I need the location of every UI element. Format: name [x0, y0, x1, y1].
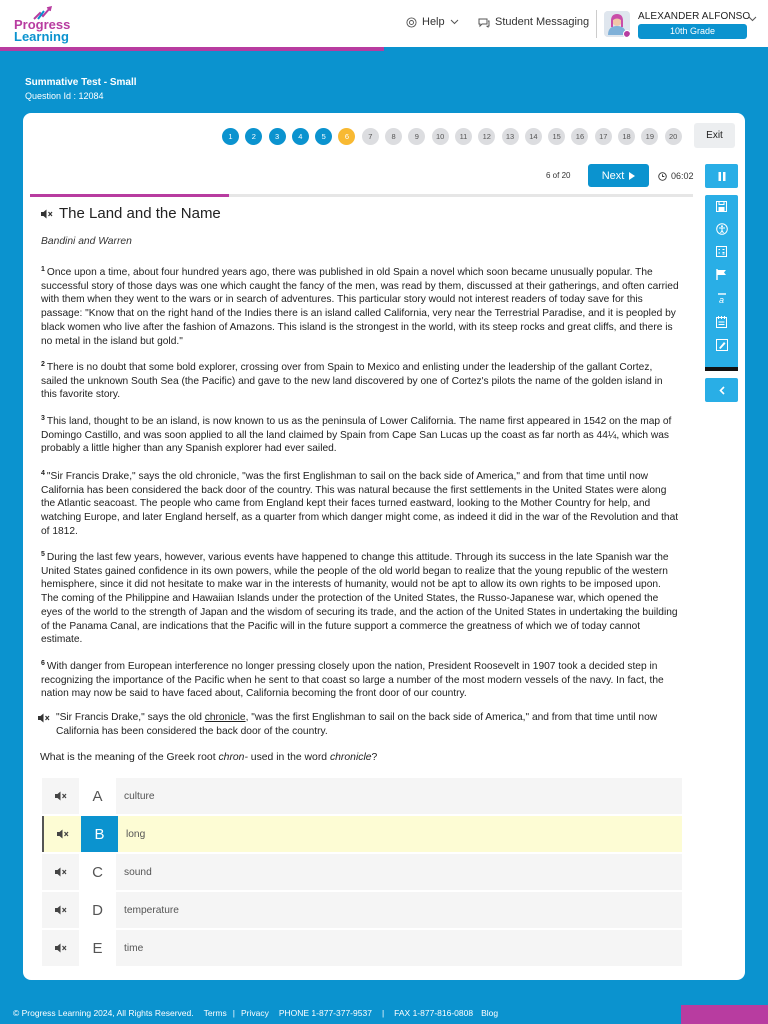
question-nav-9[interactable]: 9	[408, 128, 425, 145]
paragraph-5	[41, 548, 681, 647]
question-nav-16[interactable]: 16	[571, 128, 588, 145]
passage-title-text: The Land and the Name	[59, 205, 221, 222]
excerpt-before: "Sir Francis Drake," says the old	[56, 712, 205, 723]
grade-badge: 10th Grade	[638, 24, 747, 39]
question-nav-11[interactable]: 11	[455, 128, 472, 145]
avatar[interactable]	[604, 11, 630, 37]
paragraph-number: 4	[41, 470, 45, 477]
help-label: Help	[422, 16, 445, 28]
messaging-icon	[478, 17, 490, 28]
question-id: Question Id : 12084	[25, 91, 104, 101]
user-menu-chevron-icon[interactable]	[748, 16, 757, 22]
reading-progress-bar	[30, 194, 693, 197]
question-nav-1[interactable]: 1	[222, 128, 239, 145]
paragraph-number: 1	[41, 266, 45, 273]
exit-button[interactable]: Exit	[694, 123, 735, 148]
answer-option-a[interactable]	[42, 778, 682, 814]
paragraph-number: 3	[41, 415, 45, 422]
chevron-down-icon	[450, 19, 459, 25]
reading-progress-fill	[30, 194, 229, 197]
clock-icon	[658, 172, 667, 181]
question-stem	[40, 752, 377, 763]
paragraph-text: There is no doubt that some bold explorer, crossing over from Spain to Mexico and enlisting under the leadership of the gallant Cortez, sailed the unknown South Sea (the Pacific) and gave to the new land discovered by one of Cortez's pilots the name of the golden island in this favorite story.	[41, 362, 663, 401]
answer-text[interactable]: time	[124, 942, 144, 954]
question-nav-8[interactable]: 8	[385, 128, 402, 145]
question-excerpt	[38, 711, 688, 738]
student-messaging-link[interactable]	[478, 16, 589, 28]
help-menu[interactable]	[406, 16, 459, 28]
question-nav-10[interactable]: 10	[432, 128, 449, 145]
progress-learning-logo[interactable]	[14, 6, 94, 44]
text-style-icon[interactable]	[714, 290, 729, 305]
user-name[interactable]: ALEXANDER ALFONSO	[638, 11, 751, 22]
footer-copyright: © Progress Learning 2024, All Rights Reserved.	[13, 1008, 194, 1018]
question-root: chron-	[218, 752, 248, 763]
question-navigator	[222, 128, 682, 145]
passage-author: Bandini and Warren	[41, 236, 132, 247]
answer-choices	[42, 778, 682, 968]
highlighter-icon[interactable]	[714, 337, 729, 352]
question-nav-4[interactable]: 4	[292, 128, 309, 145]
paragraph-3	[41, 412, 681, 456]
paragraph-6	[41, 657, 681, 701]
question-word: chronicle	[329, 752, 372, 763]
paragraph-number: 2	[41, 361, 45, 368]
tool-sidebar-divider	[705, 367, 738, 371]
question-nav-15[interactable]: 15	[548, 128, 565, 145]
speaker-mute-icon[interactable]	[38, 713, 50, 723]
paragraph-text: "Sir Francis Drake," says the old chronicle, "was the first Englishman to sail on the back side of America," and from that time until now California has been considered the back door of the country. This was natural because the first settlements in the United States were along the Atlantic seacoast. The people who came from England kept their faces turned eastward, looking to the Mother Country for help, and watching Europe, and later England herself, as a quarter from which danger might come, as indeed it did in the war of the Revolution and that of 1812.	[41, 471, 679, 537]
paragraph-text: During the last few years, however, various events have happened to change this attitude. Through its success in the late Spanish war the United States gained confidence in its own powers, while the people of the old world began to realize that the young republic of the western hemisphere, since it did not hesitate to make war in the interests of humanity, would not be apt to allow its own rights to be imposed upon. The coming of the Philippine and Hawaiian Islands under the protection of the United States, the Russo-Japanese war, which opened the eyes of the world to the strength of Japan and the wisdom of securing its trade, and the action of the United States in undertaking the building of the Panama Canal, are indications that the Pacific will in the future support a commerce the greatness of which we of today cannot estimate.	[41, 552, 678, 646]
paragraph-text: This land, thought to be an island, is now known to us as the peninsula of Lower California. The name first appeared in 1542 on the map of Domingo Castillo, and was soon applied to all the land claimed by Spain from Cape San Lucas up the coast as far north as 44¼, which was probably a little higher than any Spanish explorer had ever sailed.	[41, 416, 672, 455]
passage-title	[41, 205, 221, 222]
timer-value: 06:02	[671, 171, 694, 181]
question-nav-19[interactable]: 19	[641, 128, 658, 145]
paragraph-number: 5	[41, 551, 45, 558]
footer-blog-link[interactable]: Blog	[481, 1008, 499, 1018]
answer-option-d[interactable]	[42, 892, 682, 928]
test-title: Summative Test - Small	[25, 77, 137, 88]
question-nav-14[interactable]: 14	[525, 128, 542, 145]
question-nav-17[interactable]: 17	[595, 128, 612, 145]
paragraph-4	[41, 467, 681, 539]
save-icon[interactable]	[714, 199, 729, 214]
excerpt-after: , "was the first Englishman to sail on the back side of America," and from that time until now California has been considered the back door of the country.	[56, 712, 658, 737]
logo-line1: Progress	[14, 17, 71, 32]
header-divider	[596, 10, 597, 38]
status-dot	[623, 30, 630, 37]
answer-option-c[interactable]	[42, 854, 682, 890]
next-label: Next	[601, 169, 625, 182]
question-nav-3[interactable]: 3	[269, 128, 286, 145]
chevron-left-icon	[719, 386, 725, 395]
answer-letter[interactable]: D	[79, 892, 116, 928]
timer	[658, 171, 694, 181]
speaker-mute-icon[interactable]	[42, 854, 79, 890]
question-suffix: ?	[371, 752, 378, 763]
answer-option-b[interactable]	[42, 816, 682, 852]
flag-icon[interactable]	[714, 267, 729, 282]
answer-letter[interactable]: C	[79, 854, 116, 890]
speaker-mute-icon[interactable]	[42, 930, 79, 966]
speaker-mute-icon[interactable]	[41, 209, 53, 219]
paragraph-2	[41, 358, 681, 402]
footer-fax: FAX 1-877-816-0808	[394, 1008, 474, 1018]
paragraph-number: 6	[41, 660, 45, 667]
footer	[13, 1008, 498, 1018]
notepad-icon[interactable]	[714, 314, 729, 329]
header-accent-line	[0, 47, 768, 51]
paragraph-text: With danger from European interference no longer pressing closely upon the nation, President Roosevelt in 1907 took a decided step in recognizing the importance of the Pacific when he sent to that coast so large a number of the most modern vessels of the navy. In fact, the nation may now be said to have faced about, California becoming the front door of our country.	[41, 661, 664, 700]
question-nav-5[interactable]: 5	[315, 128, 332, 145]
answer-text[interactable]: culture	[124, 790, 155, 802]
question-nav-13[interactable]: 13	[502, 128, 519, 145]
footer-terms-link[interactable]: Terms	[203, 1008, 227, 1018]
question-nav-18[interactable]: 18	[618, 128, 635, 145]
pause-button[interactable]	[705, 164, 738, 188]
calculator-icon[interactable]	[714, 244, 729, 259]
messaging-label: Student Messaging	[495, 16, 590, 28]
footer-phone: PHONE 1-877-377-9537	[278, 1008, 372, 1018]
question-nav-20[interactable]: 20	[665, 128, 682, 145]
footer-accent-tab	[681, 1005, 768, 1024]
top-header	[0, 0, 768, 47]
answer-text[interactable]: long	[126, 828, 146, 840]
question-nav-2[interactable]: 2	[245, 128, 262, 145]
footer-separator: |	[232, 1008, 235, 1018]
footer-privacy-link[interactable]: Privacy	[240, 1008, 269, 1018]
speaker-mute-icon[interactable]	[42, 778, 79, 814]
pause-icon	[718, 172, 726, 181]
collapse-tools-button[interactable]	[705, 378, 738, 402]
question-nav-12[interactable]: 12	[478, 128, 495, 145]
paragraph-1	[41, 263, 681, 348]
svg-text:a: a	[718, 294, 724, 304]
speaker-mute-icon[interactable]	[42, 892, 79, 928]
logo-line2: Learning	[14, 29, 69, 44]
answer-text[interactable]: sound	[124, 866, 152, 878]
accessibility-icon[interactable]	[714, 221, 729, 236]
answer-letter[interactable]: A	[79, 778, 116, 814]
excerpt-keyword: chronicle	[204, 712, 246, 723]
answer-option-e[interactable]	[42, 930, 682, 966]
question-progress: 6 of 20	[546, 171, 571, 180]
question-nav-6[interactable]: 6	[338, 128, 355, 145]
tool-sidebar	[705, 195, 738, 371]
play-arrow-icon	[629, 172, 635, 180]
answer-letter[interactable]: B	[81, 816, 118, 852]
next-button[interactable]	[588, 164, 649, 187]
footer-separator: |	[381, 1008, 385, 1018]
paragraph-text: Once upon a time, about four hundred years ago, there was published in old Spain a novel which soon became unusually popular. The successful story of those days was one which caught the fancy of the men, was read by them, discussed at their gatherings, and often carried with them when they went to the wars or in search of adventures. This particular story would not interest readers of today save for this passage: "Know that on the right hand of the Indies there is an island called California, very near the Terrestrial Paradise, and it is peopled by black women who live after the fashion of Amazons. This island is the strongest in the world, with its steep rocks and great cliffs, and there is no metal in the island but gold."	[41, 267, 679, 347]
answer-letter[interactable]: E	[79, 930, 116, 966]
question-nav-7[interactable]: 7	[362, 128, 379, 145]
excerpt-text	[56, 711, 688, 738]
speaker-mute-icon[interactable]	[44, 816, 81, 852]
question-middle: used in the word	[247, 752, 330, 763]
answer-text[interactable]: temperature	[124, 904, 179, 916]
question-prefix: What is the meaning of the Greek root	[40, 752, 219, 763]
help-lifebuoy-icon	[406, 17, 417, 28]
